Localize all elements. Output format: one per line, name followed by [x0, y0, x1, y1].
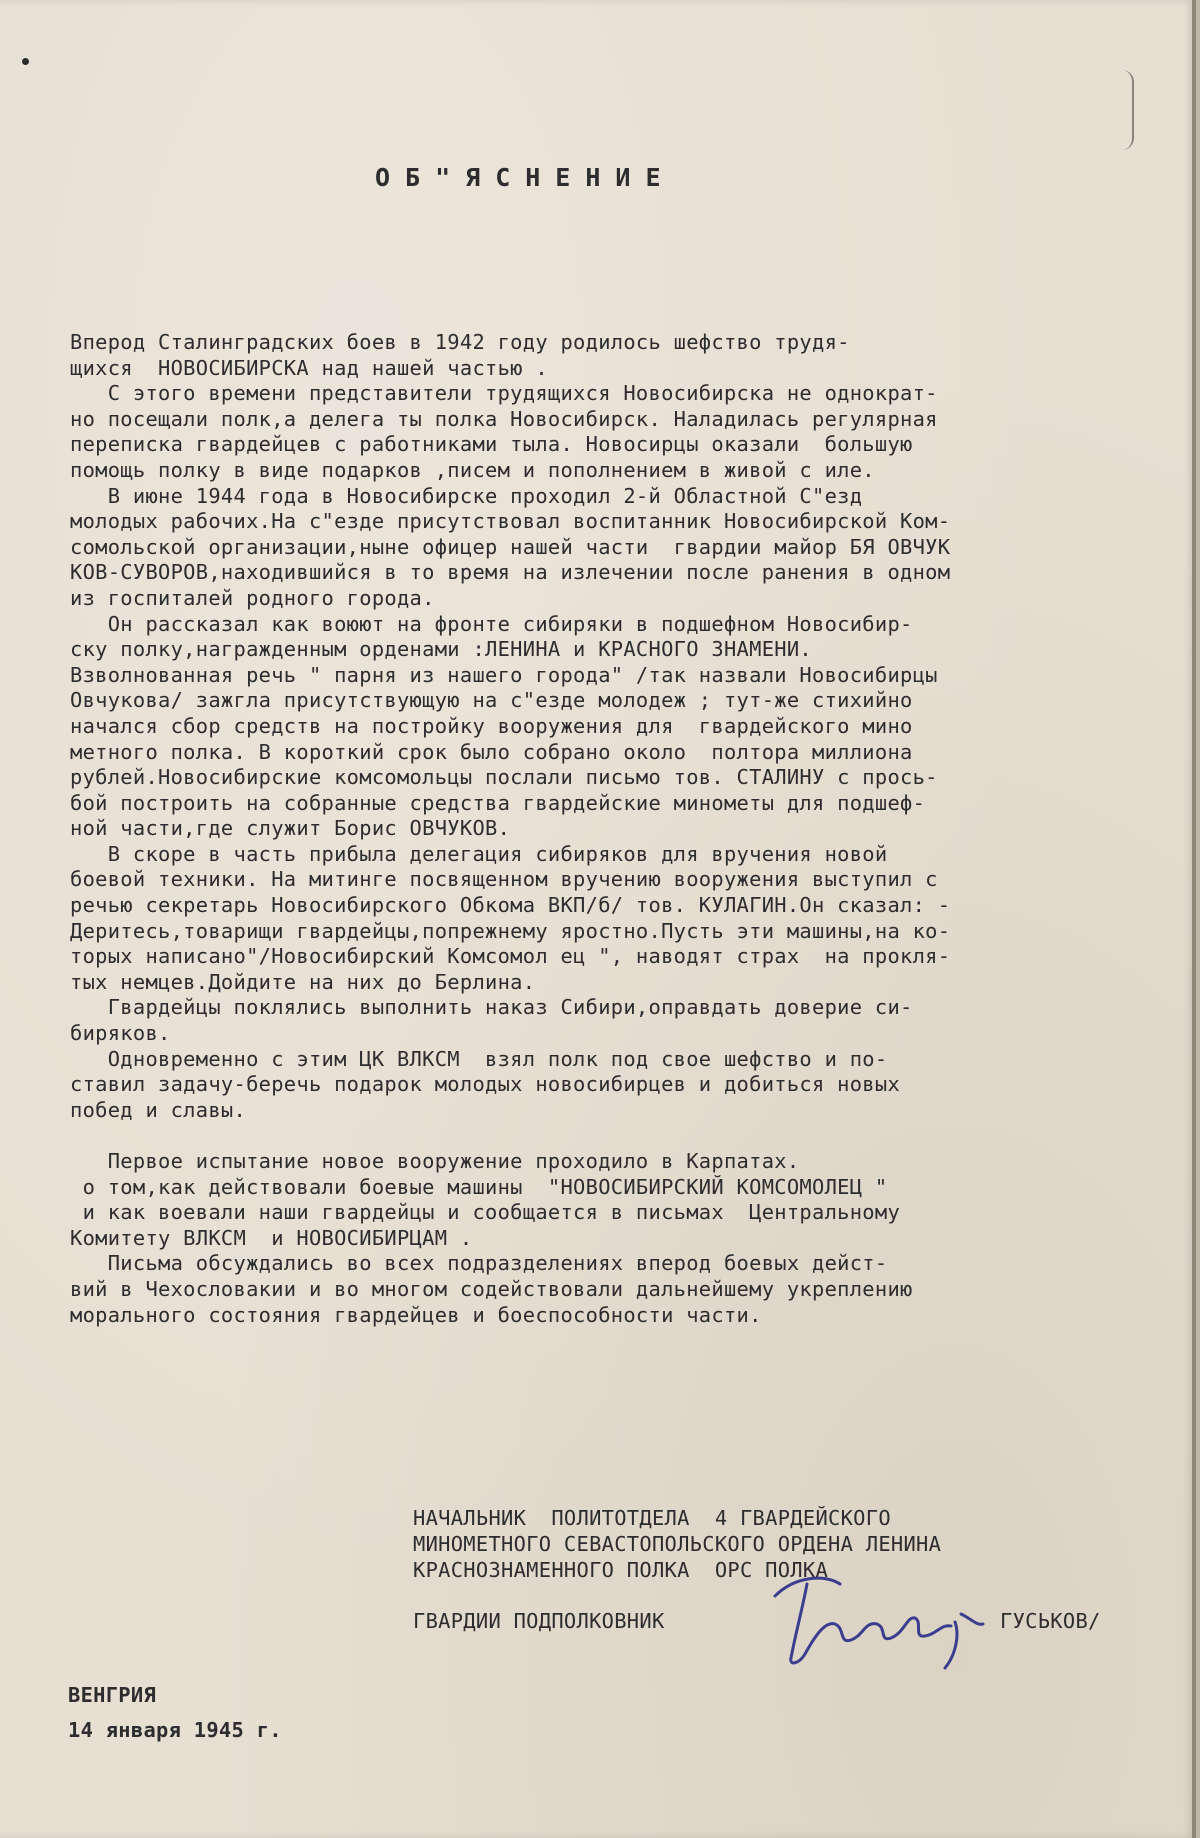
signer-name: ГУСЬКОВ/ — [1000, 1609, 1101, 1633]
signer-rank: ГВАРДИИ ПОДПОЛКОВНИК — [413, 1609, 665, 1633]
punch-hole — [22, 58, 29, 65]
pencil-mark — [1122, 70, 1134, 150]
place-of-writing: ВЕНГРИЯ — [68, 1683, 157, 1707]
document-date: 14 января 1945 г. — [68, 1718, 282, 1742]
document-title: ОБ"ЯСНЕНИЕ — [375, 163, 676, 192]
signature-block: НАЧАЛЬНИК ПОЛИТОТДЕЛА 4 ГВАРДЕЙСКОГО МИНОМЕТНОГО СЕВАСТОПОЛЬСКОГО ОРДЕНА ЛЕНИНА КРАСНОЗНАМЕННОГО ПОЛКА ОРС ПОЛКА — [413, 1506, 942, 1582]
page-edge — [1192, 0, 1196, 1838]
document-body: Вперод Сталинградских боев в 1942 году родилось шефство трудя- щихся НОВОСИБИРСКА над нашей частью . С этого времени представители трудящихся Новосибирска не однократ- но посещали полк,а делега ты полка Новосибирск. Наладилась регулярная переписка гвардейцев с работниками тыла. Новосирцы оказали большую помощь полку в виде подарков ,писем и пополнением в живой с иле. В июне 1944 года в Новосибирске проходил 2-й Областной С"езд молодых рабочих.На с"езде присутствовал воспитанник Новосибирской Ком- сомольской организации,ныне офицер нашей части гвардии майор БЯ ОВЧУК КОВ-СУВОРОВ,находившийся в то время на излечении после ранения в одном из госпиталей родного города. Он рассказал как воюют на фронте сибиряки в подшефном Новосибир- ску полку,награжденным орденами :ЛЕНИНА и КРАСНОГО ЗНАМЕНИ. Взволнованная речь " парня из нашего города" /так назвали Новосибирцы Овчукова/ зажгла присутствующую на с"езде молодеж ; тут-же стихийно начался сбор средств на постройку вооружения для гвардейского мино метного полка. В короткий срок было собрано около полтора миллиона рублей.Новосибирские комсомольцы послали письмо тов. СТАЛИНУ с прось- бой построить на собранные средства гвардейские минометы для подшеф- ной части,где служит Борис ОВЧУКОВ. В скоре в часть прибыла делегация сибиряков для вручения новой боевой техники. На митинге посвященном вручению вооружения выступил с речью секретарь Новосибирского Обкома ВКП/б/ тов. КУЛАГИН.Он сказал: - Деритесь,товарищи гвардейцы,попрежнему яростно.Пусть эти машины,на ко- торых написано"/Новосибирский Комсомол ец ", наводят страх на прокля- тых немцев.Дойдите на них до Берлина. Гвардейцы поклялись выполнить наказ Сибири,оправдать доверие си- биряков. Одновременно с этим ЦК ВЛКСМ взял полк под свое шефство и по- ставил задачу-беречь подарок молодых новосибирцев и добиться новых побед и славы. Первое испытание новое вооружение проходило в Карпатах. о том,как действовали боевые машины "НОВОСИБИРСКИЙ КОМСОМОЛЕЦ " и как воевали наши гвардейцы и сообщается в письмах Центральному Комитету ВЛКСМ и НОВОСИБИРЦАМ . Письма обсуждались во всех подразделениях вперод боевых дейст- вий в Чехословакии и во многом содействовали дальнейшему укреплению морального состояния гвардейцев и боеспособности части. — [70, 330, 951, 1327]
handwritten-signature-icon — [755, 1566, 1005, 1676]
